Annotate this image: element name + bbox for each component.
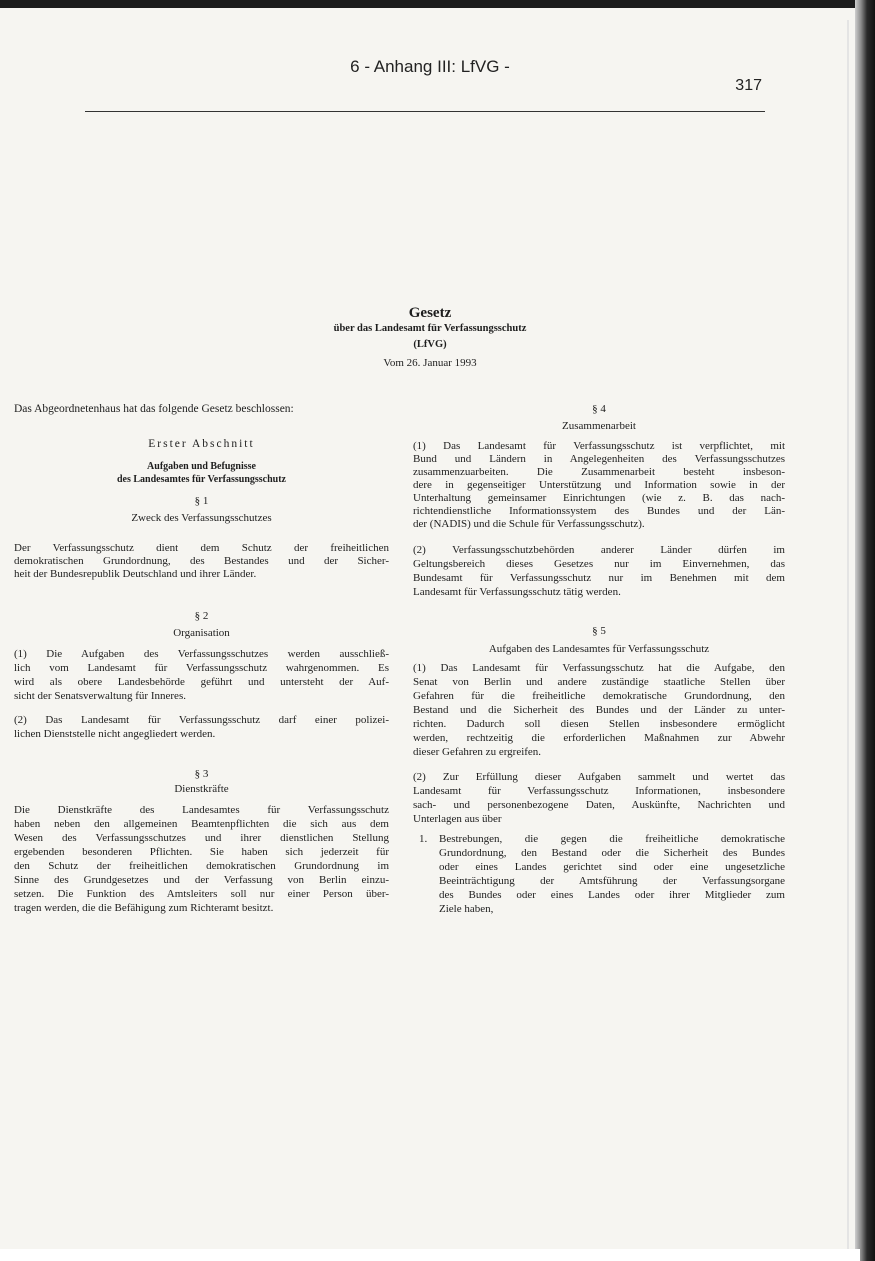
text-line: dere in gegenseitiger Unterstützung und Information sowie in der bbox=[413, 479, 785, 491]
text-line: Grundordnung, den Bestand oder die Sicherheit des Bundes bbox=[439, 847, 785, 859]
law-title: Gesetz bbox=[408, 305, 452, 321]
paragraph-number: § 3 bbox=[194, 768, 209, 780]
page-number: 317 bbox=[735, 77, 762, 94]
right-column bbox=[413, 403, 785, 943]
book-binding-edge bbox=[855, 0, 875, 1261]
text-line: (2) Zur Erfüllung dieser Aufgaben sammelt und wertet das bbox=[413, 771, 785, 783]
text-line: lichen Dienststelle nicht angegliedert werden. bbox=[14, 728, 216, 740]
text-line: Unterlagen aus über bbox=[413, 813, 502, 825]
text-line: werden, rechtzeitig die erforderlichen Maßnahmen zur Abwehr bbox=[413, 732, 785, 744]
text-line: Unterhaltung gemeinsamer Einrichtungen (wie z. B. das nach- bbox=[413, 492, 785, 504]
text-line: Beeinträchtigung der Amtsführung der Verfassungsorgane bbox=[439, 875, 785, 887]
text-line: (1) Die Aufgaben des Verfassungsschutzes werden ausschließ- bbox=[14, 648, 389, 660]
text-line: sach- und personenbezogene Daten, Auskünfte, Nachrichten und bbox=[413, 799, 785, 811]
header-rule bbox=[85, 111, 765, 112]
section-subheading: Aufgaben und Befugnisse bbox=[147, 461, 256, 472]
text-line: zusammenzuarbeiten. Die Zusammenarbeit besteht insbeson- bbox=[413, 466, 785, 478]
paragraph-number: § 1 bbox=[194, 495, 209, 507]
law-abbreviation: (LfVG) bbox=[413, 339, 447, 350]
text-line: demokratischen Grundordnung, des Bestandes und der Sicher- bbox=[14, 555, 389, 567]
text-line: Bund und Ländern in Angelegenheiten des Verfassungsschutzes bbox=[413, 453, 785, 465]
text-line: den Schutz der freiheitlichen demokratischen Grundordnung im bbox=[14, 860, 389, 872]
text-line: Landesamt für Verfassungsschutz Informationen, insbesondere bbox=[413, 785, 785, 797]
list-item-number: 1. bbox=[419, 833, 428, 845]
enactment-clause: Das Abgeordnetenhaus hat das folgende Gesetz beschlossen: bbox=[14, 403, 294, 415]
paragraph-title: Dienstkräfte bbox=[174, 783, 229, 795]
scan-bottom-edge bbox=[0, 1249, 860, 1261]
text-line: Bundesamt für Verfassungsschutz nur im Benehmen mit dem bbox=[413, 572, 785, 584]
text-line: dieser Gefahren zu ergreifen. bbox=[413, 746, 542, 758]
text-line: Ziele haben, bbox=[439, 903, 494, 915]
text-line: (2) Verfassungsschutzbehörden anderer Länder dürfen im bbox=[413, 544, 785, 556]
paragraph-number: § 5 bbox=[592, 625, 606, 637]
text-line: haben neben den allgemeinen Beamtenpflichten die sich aus dem bbox=[14, 818, 389, 830]
text-line: (2) Das Landesamt für Verfassungsschutz darf einer polizei- bbox=[14, 714, 389, 726]
law-subtitle: über das Landesamt für Verfassungsschutz bbox=[333, 323, 527, 334]
paragraph-title: Zweck des Verfassungsschutzes bbox=[131, 512, 272, 524]
text-line: richten. Dadurch soll diesen Stellen insbesondere ermöglicht bbox=[413, 718, 785, 730]
section-subheading: des Landesamtes für Verfassungsschutz bbox=[116, 474, 286, 485]
text-line: Gefahren für die freiheitliche demokratische Grundordnung, den bbox=[413, 690, 785, 702]
text-line: heit der Bundesrepublik Deutschland und ihrer Länder. bbox=[14, 568, 257, 580]
paragraph-number: § 4 bbox=[592, 403, 606, 415]
text-line: lich vom Landesamt für Verfassungsschutz wahrgenommen. Es bbox=[14, 662, 389, 674]
text-line: Senat von Berlin und andere zuständige staatliche Stellen über bbox=[413, 676, 785, 688]
paragraph-title: Aufgaben des Landesamtes für Verfassungsschutz bbox=[488, 643, 710, 655]
law-date: Vom 26. Januar 1993 bbox=[383, 357, 477, 369]
text-line: wird als obere Landesbehörde geführt und untersteht der Auf- bbox=[14, 676, 389, 688]
running-header: 6 - Anhang III: LfVG - bbox=[350, 57, 510, 76]
left-column bbox=[14, 438, 389, 938]
text-line: Sinne des Grundgesetzes und der Verfassung von Berlin einzu- bbox=[14, 874, 389, 886]
text-line: Wesen des Verfassungsschutzes und ihrer dienstlichen Stellung bbox=[14, 832, 389, 844]
text-line: (1) Das Landesamt für Verfassungsschutz hat die Aufgabe, den bbox=[413, 662, 785, 674]
scan-top-edge bbox=[0, 0, 875, 8]
text-line: setzen. Die Funktion des Amtsleiters soll nur einer Person über- bbox=[14, 888, 389, 900]
text-line: sicht der Senatsverwaltung für Inneres. bbox=[14, 690, 186, 702]
section-heading: Erster Abschnitt bbox=[148, 438, 255, 450]
list-item bbox=[439, 833, 785, 923]
text-line: Die Dienstkräfte des Landesamtes für Verfassungsschutz bbox=[14, 804, 389, 816]
text-line: Bestand und die Sicherheit des Bundes und der Länder zu unter- bbox=[413, 704, 785, 716]
text-line: Geltungsbereich dieses Gesetzes nur im Einvernehmen, das bbox=[413, 558, 785, 570]
paragraph-number: § 2 bbox=[194, 610, 209, 622]
paragraph-title: Zusammenarbeit bbox=[562, 420, 636, 432]
text-line: (1) Das Landesamt für Verfassungsschutz ist verpflichtet, mit bbox=[413, 440, 785, 452]
binding-highlight bbox=[847, 20, 849, 1260]
paragraph-title: Organisation bbox=[173, 627, 230, 639]
text-line: oder eines Landes gerichtet sind oder eine ungesetzliche bbox=[439, 861, 785, 873]
text-line: richtendienstliche Informationssystem des Bundes und der Län- bbox=[413, 505, 785, 517]
text-line: Landesamt für Verfassungsschutz tätig werden. bbox=[413, 586, 621, 598]
text-line: ergebenden besonderen Pflichten. Sie haben sich jederzeit für bbox=[14, 846, 389, 858]
text-line: tragen werden, die die Befähigung zum Richteramt besitzt. bbox=[14, 902, 274, 914]
text-line: des Bundes oder eines Landes oder ihrer Mitglieder zum bbox=[439, 889, 785, 901]
text-line: Bestrebungen, die gegen die freiheitliche demokratische bbox=[439, 833, 785, 845]
text-line: Der Verfassungsschutz dient dem Schutz der freiheitlichen bbox=[14, 542, 389, 554]
text-line: der (NADIS) und die Schule für Verfassungsschutz). bbox=[413, 518, 645, 530]
